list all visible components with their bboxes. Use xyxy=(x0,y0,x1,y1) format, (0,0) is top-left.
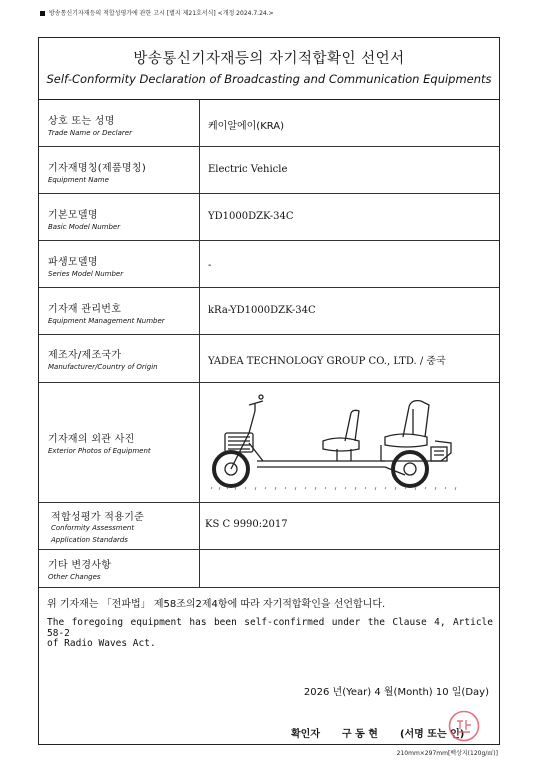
form-reference-note xyxy=(40,8,274,17)
label-korean: 기자재의 외관 사진 xyxy=(48,434,135,445)
signer-name: 구 동 현 xyxy=(341,729,378,740)
signature-label: (서명 또는 인) xyxy=(399,729,465,740)
row-basic-model xyxy=(39,194,499,241)
declaration-korean: 위 기자재는 「전파법」 제58조의2제4항에 따라 자기적합확인을 선언합니다. xyxy=(47,599,386,610)
label-korean: 파생모델명 xyxy=(48,257,98,268)
label-cell xyxy=(39,383,200,502)
row-trade-name xyxy=(39,100,499,147)
label-cell xyxy=(39,147,200,193)
value-basic-model: YD1000DZK-34C xyxy=(208,211,294,222)
row-other-changes xyxy=(39,550,499,588)
label-cell xyxy=(39,550,200,587)
label-korean: 제조자/제조국가 xyxy=(48,350,122,361)
company-seal-icon xyxy=(447,709,481,743)
label-korean: 기타 변경사항 xyxy=(48,560,112,571)
value-standards: KS C 9990:2017 xyxy=(205,519,288,530)
label-korean: 적합성평가 적용기준 xyxy=(51,512,145,523)
label-english: Exterior Photos of Equipment xyxy=(48,447,151,455)
declaration-english-line2: of Radio Waves Act. xyxy=(47,638,156,649)
value-equipment-name: Electric Vehicle xyxy=(208,164,288,175)
label-english: Trade Name or Declarer xyxy=(48,129,132,137)
row-equipment-name xyxy=(39,147,499,194)
label-korean: 기자재명칭(제품명칭) xyxy=(48,163,147,174)
title-english: Self-Conformity Declaration of Broadcasting and Communication Equipments xyxy=(46,72,492,86)
title-box xyxy=(39,38,499,100)
value-trade-name: 케이알에이(KRA) xyxy=(208,121,285,132)
label-english: Equipment Name xyxy=(48,176,109,184)
label-cell xyxy=(39,241,200,287)
label-korean: 기자재 관리번호 xyxy=(48,304,122,315)
electric-tricycle-photo xyxy=(205,383,473,495)
row-management-number xyxy=(39,288,499,335)
label-cell xyxy=(39,100,200,146)
bullet-square-icon xyxy=(40,11,45,16)
signature-line xyxy=(291,725,464,740)
label-cell xyxy=(39,194,200,240)
label-cell xyxy=(39,503,200,549)
declaration-date: 2026 년(Year) 4 월(Month) 10 일(Day) xyxy=(303,687,489,698)
label-english-line1: Conformity Assessment xyxy=(51,524,135,532)
label-english: Manufacturer/Country of Origin xyxy=(48,363,158,371)
label-korean: 기본모델명 xyxy=(48,210,98,221)
row-standards xyxy=(39,503,499,550)
value-management-number: kRa-YD1000DZK-34C xyxy=(208,305,316,316)
label-korean: 상호 또는 성명 xyxy=(48,116,115,127)
label-cell xyxy=(39,335,200,382)
label-english: Equipment Management Number xyxy=(48,317,165,325)
label-english: Basic Model Number xyxy=(48,223,121,231)
label-english: Series Model Number xyxy=(48,270,124,278)
value-manufacturer: YADEA TECHNOLOGY GROUP CO., LTD. / 중국 xyxy=(208,356,446,367)
form-reference-text: 방송통신기자재등의 적합성평가에 관한 고시 [별지 제21호서식] <개정 2024.7.24.> xyxy=(49,10,274,17)
label-english-line2: Application Standards xyxy=(51,536,128,544)
signer-role: 확인자 xyxy=(291,729,320,740)
row-manufacturer xyxy=(39,335,499,383)
label-cell xyxy=(39,288,200,334)
label-english: Other Changes xyxy=(48,573,101,581)
paper-size-note: 210mm×297mm[백상지(120g/㎡)] xyxy=(396,750,498,757)
row-series-model xyxy=(39,241,499,288)
title-korean: 방송통신기자재등의 자기적합확인 선언서 xyxy=(133,51,405,67)
declaration-english-line1: The foregoing equipment has been self-confirmed under the Clause 4, Article 58-2 xyxy=(47,617,493,639)
value-series-model: - xyxy=(208,260,212,271)
